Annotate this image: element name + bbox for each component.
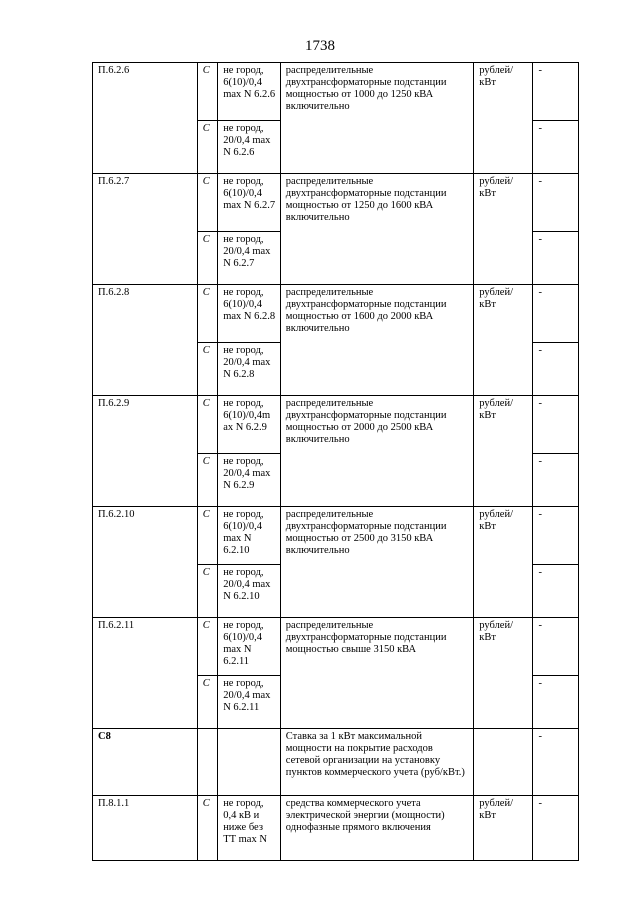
- row-category: не город, 20/0,4 max N 6.2.6: [218, 121, 281, 174]
- row-category: не город, 6(10)/0,4 max N 6.2.7: [218, 174, 281, 232]
- table-row-c8: [93, 729, 579, 796]
- row-category: не город, 20/0,4 max N 6.2.8: [218, 343, 281, 396]
- row-category: не город, 0,4 кВ и ниже без ТТ max N: [218, 796, 281, 861]
- row-code: П.6.2.7: [93, 174, 198, 285]
- row-description: распределительные двухтрансформаторные подстанции мощностью от 2000 до 2500 кВА включительно: [280, 396, 473, 507]
- row-category: не город, 20/0,4 max N 6.2.10: [218, 565, 281, 618]
- row-type: С: [197, 285, 217, 343]
- row-value: -: [533, 174, 579, 232]
- row-unit: рублей/ кВт: [474, 796, 533, 861]
- row-value: -: [533, 618, 579, 676]
- row-description: средства коммерческого учета электрической энергии (мощности) однофазные прямого включения: [280, 796, 473, 861]
- row-description: распределительные двухтрансформаторные подстанции мощностью от 2500 до 3150 кВА включительно: [280, 507, 473, 618]
- row-description: распределительные двухтрансформаторные подстанции мощностью свыше 3150 кВА: [280, 618, 473, 729]
- row-unit: рублей/ кВт: [474, 396, 533, 507]
- c8-value: -: [533, 729, 579, 796]
- row-unit: рублей/ кВт: [474, 63, 533, 174]
- row-type: С: [197, 454, 217, 507]
- row-type: С: [197, 343, 217, 396]
- row-value: -: [533, 343, 579, 396]
- row-value: -: [533, 565, 579, 618]
- row-type: С: [197, 232, 217, 285]
- row-value: -: [533, 396, 579, 454]
- c8-description: Ставка за 1 кВт максимальной мощности на покрытие расходов сетевой организации на установку пунктов коммерческого учета (руб/кВт.): [280, 729, 473, 796]
- row-value: -: [533, 63, 579, 121]
- table-row: [93, 63, 579, 121]
- row-type: С: [197, 565, 217, 618]
- row-description: распределительные двухтрансформаторные подстанции мощностью от 1600 до 2000 кВА включительно: [280, 285, 473, 396]
- row-code: П.6.2.8: [93, 285, 198, 396]
- row-description: распределительные двухтрансформаторные подстанции мощностью от 1000 до 1250 кВА включительно: [280, 63, 473, 174]
- row-value: -: [533, 232, 579, 285]
- tariff-table: [92, 62, 579, 861]
- page-number: 1738: [305, 38, 335, 54]
- row-type: С: [197, 796, 217, 861]
- table-row: [93, 618, 579, 676]
- row-value: -: [533, 285, 579, 343]
- row-category: не город, 6(10)/0,4m ax N 6.2.9: [218, 396, 281, 454]
- row-category: не город, 6(10)/0,4 max N 6.2.8: [218, 285, 281, 343]
- c8-code: С8: [93, 729, 198, 796]
- c8-unit: [474, 729, 533, 796]
- row-value: -: [533, 121, 579, 174]
- row-category: не город, 20/0,4 max N 6.2.11: [218, 676, 281, 729]
- row-description: распределительные двухтрансформаторные подстанции мощностью от 1250 до 1600 кВА включительно: [280, 174, 473, 285]
- row-category: не город, 20/0,4 max N 6.2.9: [218, 454, 281, 507]
- row-category: не город, 6(10)/0,4 max N 6.2.10: [218, 507, 281, 565]
- row-type: С: [197, 174, 217, 232]
- row-code: П.8.1.1: [93, 796, 198, 861]
- row-type: С: [197, 121, 217, 174]
- table-row: [93, 396, 579, 454]
- row-unit: рублей/ кВт: [474, 507, 533, 618]
- row-type: С: [197, 676, 217, 729]
- row-type: С: [197, 507, 217, 565]
- row-code: П.6.2.6: [93, 63, 198, 174]
- row-value: -: [533, 676, 579, 729]
- row-code: П.6.2.10: [93, 507, 198, 618]
- table-row: [93, 796, 579, 861]
- row-value: -: [533, 454, 579, 507]
- row-value: -: [533, 507, 579, 565]
- row-code: П.6.2.9: [93, 396, 198, 507]
- row-category: не город, 6(10)/0,4 max N 6.2.11: [218, 618, 281, 676]
- row-code: П.6.2.11: [93, 618, 198, 729]
- row-value: -: [533, 796, 579, 861]
- row-type: С: [197, 396, 217, 454]
- row-category: не город, 6(10)/0,4 max N 6.2.6: [218, 63, 281, 121]
- row-unit: рублей/ кВт: [474, 618, 533, 729]
- row-category: не город, 20/0,4 max N 6.2.7: [218, 232, 281, 285]
- row-type: С: [197, 63, 217, 121]
- table-row: [93, 174, 579, 232]
- row-unit: рублей/ кВт: [474, 174, 533, 285]
- c8-type: [197, 729, 217, 796]
- table-row: [93, 507, 579, 565]
- table-row: [93, 285, 579, 343]
- c8-category: [218, 729, 281, 796]
- row-unit: рублей/ кВт: [474, 285, 533, 396]
- row-type: С: [197, 618, 217, 676]
